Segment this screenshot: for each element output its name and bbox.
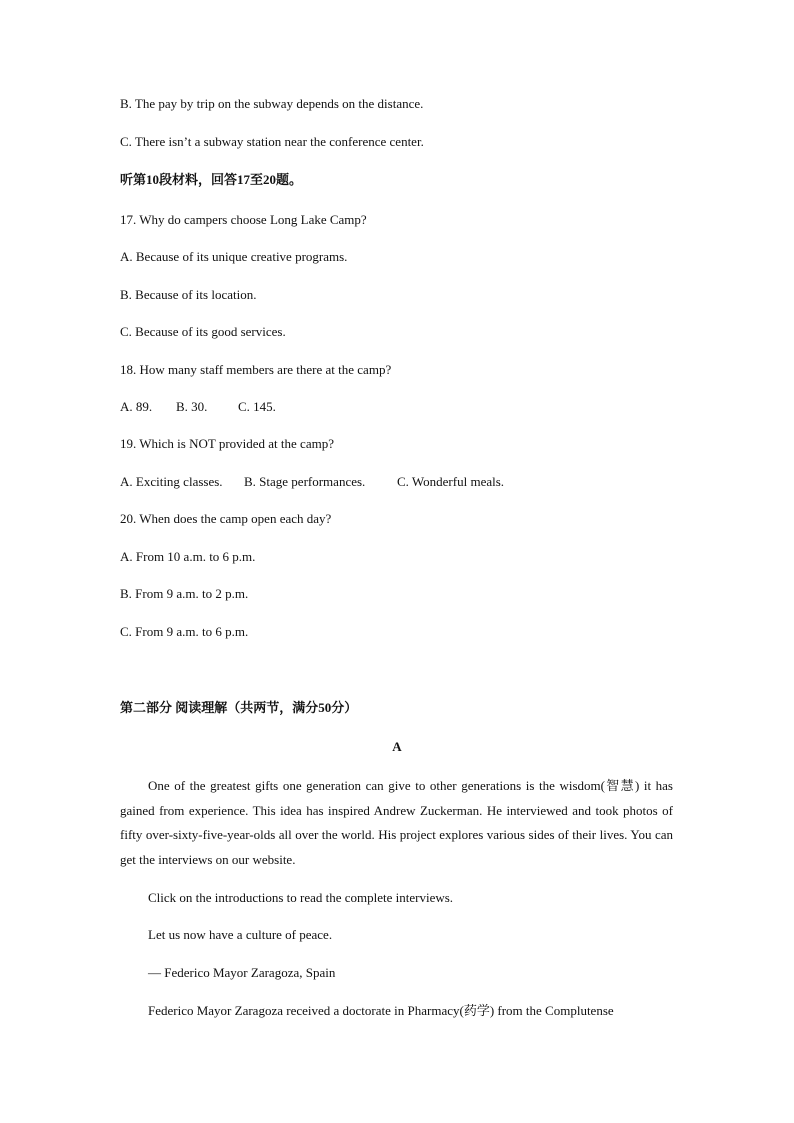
q17-question: 17. Why do campers choose Long Lake Camp?	[120, 212, 367, 227]
q19-question: 19. Which is NOT provided at the camp?	[120, 436, 334, 451]
q16-option-b: B. The pay by trip on the subway depends on the distance.	[120, 96, 424, 111]
quote-text: Let us now have a culture of peace.	[148, 927, 333, 942]
q18-option-a: A. 89.	[120, 399, 153, 414]
q20-option-b: B. From 9 a.m. to 2 p.m.	[120, 586, 249, 601]
passage-label: A	[392, 739, 402, 754]
q17-option-b: B. Because of its location.	[120, 287, 257, 302]
q20-option-c: C. From 9 a.m. to 6 p.m.	[120, 624, 249, 639]
q17-option-c: C. Because of its good services.	[120, 324, 286, 339]
q19-option-a: A. Exciting classes.	[120, 474, 223, 489]
section10-heading: 听第10段材料，回答17至20题。	[120, 172, 303, 187]
bio-paragraph: Federico Mayor Zaragoza received a doctorate in Pharmacy(药学) from the Complutense	[148, 1003, 614, 1018]
q20-option-a: A. From 10 a.m. to 6 p.m.	[120, 549, 256, 564]
q16-option-c: C. There isn’t a subway station near the conference center.	[120, 134, 424, 149]
q18-options	[120, 399, 276, 415]
reading-part-heading: 第二部分 阅读理解（共两节，满分50分）	[120, 700, 358, 715]
q18-option-b: B. 30.	[176, 399, 208, 414]
intro-paragraph: One of the greatest gifts one generation can give to other generations is the wisdom(智慧) it has gained from experience. This idea has inspired Andrew Zuckerman. He interviewed and took photos of fifty over-sixty-five-year-olds all over the world. His project explores various sides of their lives. You can get the interviews on our website.	[120, 778, 673, 867]
q19-option-c: C. Wonderful meals.	[397, 474, 505, 489]
click-instruction: Click on the introductions to read the complete interviews.	[148, 890, 454, 905]
q17-option-a: A. Because of its unique creative programs.	[120, 249, 348, 264]
q20-question: 20. When does the camp open each day?	[120, 511, 332, 526]
q19-option-b: B. Stage performances.	[244, 474, 366, 489]
q19-options	[120, 474, 504, 490]
q18-question: 18. How many staff members are there at the camp?	[120, 362, 392, 377]
quote-author: — Federico Mayor Zaragoza, Spain	[148, 965, 336, 980]
q18-option-c: C. 145.	[238, 399, 276, 414]
